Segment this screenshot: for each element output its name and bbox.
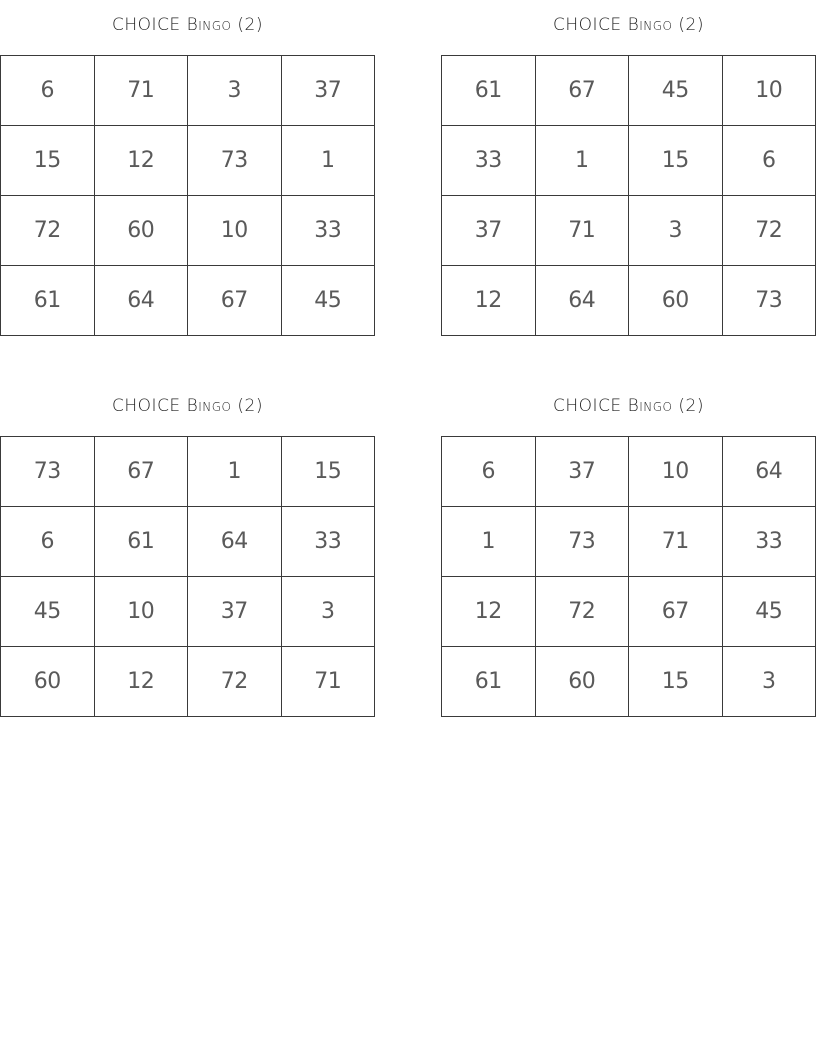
grid-row bbox=[442, 126, 816, 196]
grid-cell: 33 bbox=[281, 196, 375, 266]
grid-row bbox=[442, 647, 816, 717]
grid-cell: 67 bbox=[629, 577, 723, 647]
bingo-grid bbox=[441, 436, 816, 717]
grid-cell: 3 bbox=[722, 647, 816, 717]
bingo-card bbox=[0, 10, 375, 336]
grid-cell: 71 bbox=[94, 56, 188, 126]
grid-cell: 15 bbox=[1, 126, 95, 196]
grid-cell: 12 bbox=[94, 126, 188, 196]
grid-cell: 12 bbox=[94, 647, 188, 717]
grid-row bbox=[442, 437, 816, 507]
grid-cell: 33 bbox=[722, 507, 816, 577]
grid-cell: 73 bbox=[722, 266, 816, 336]
grid-cell: 6 bbox=[1, 56, 95, 126]
grid-cell: 60 bbox=[94, 196, 188, 266]
grid-cell: 61 bbox=[442, 56, 536, 126]
grid-cell: 64 bbox=[188, 507, 282, 577]
grid-cell: 45 bbox=[629, 56, 723, 126]
card-title: CHOICE Bingo (2) bbox=[112, 15, 263, 35]
grid-row bbox=[442, 266, 816, 336]
grid-cell: 61 bbox=[94, 507, 188, 577]
grid-row bbox=[1, 577, 375, 647]
grid-cell: 3 bbox=[281, 577, 375, 647]
grid-cell: 61 bbox=[1, 266, 95, 336]
grid-cell: 10 bbox=[94, 577, 188, 647]
bingo-grid bbox=[441, 55, 816, 336]
grid-row bbox=[1, 56, 375, 126]
grid-cell: 12 bbox=[442, 577, 536, 647]
grid-cell: 3 bbox=[188, 56, 282, 126]
grid-cell: 1 bbox=[281, 126, 375, 196]
card-title: CHOICE Bingo (2) bbox=[553, 15, 704, 35]
grid-cell: 60 bbox=[1, 647, 95, 717]
grid-row bbox=[442, 56, 816, 126]
bingo-card bbox=[0, 391, 375, 717]
grid-cell: 60 bbox=[535, 647, 629, 717]
grid-cell: 72 bbox=[535, 577, 629, 647]
grid-cell: 72 bbox=[722, 196, 816, 266]
grid-cell: 71 bbox=[629, 507, 723, 577]
grid-cell: 33 bbox=[442, 126, 536, 196]
grid-cell: 10 bbox=[188, 196, 282, 266]
card-title: CHOICE Bingo (2) bbox=[112, 396, 263, 416]
grid-cell: 33 bbox=[281, 507, 375, 577]
grid-cell: 67 bbox=[188, 266, 282, 336]
bingo-card bbox=[441, 10, 816, 336]
grid-cell: 64 bbox=[94, 266, 188, 336]
bingo-grid bbox=[0, 55, 375, 336]
grid-cell: 64 bbox=[722, 437, 816, 507]
grid-cell: 60 bbox=[629, 266, 723, 336]
grid-cell: 72 bbox=[188, 647, 282, 717]
grid-cell: 72 bbox=[1, 196, 95, 266]
grid-cell: 6 bbox=[722, 126, 816, 196]
grid-cell: 73 bbox=[1, 437, 95, 507]
grid-row bbox=[1, 266, 375, 336]
grid-cell: 10 bbox=[629, 437, 723, 507]
grid-row bbox=[442, 507, 816, 577]
grid-cell: 61 bbox=[442, 647, 536, 717]
grid-cell: 71 bbox=[281, 647, 375, 717]
grid-cell: 45 bbox=[722, 577, 816, 647]
grid-cell: 67 bbox=[94, 437, 188, 507]
grid-cell: 3 bbox=[629, 196, 723, 266]
grid-row bbox=[1, 126, 375, 196]
grid-row bbox=[442, 577, 816, 647]
grid-cell: 10 bbox=[722, 56, 816, 126]
grid-cell: 64 bbox=[535, 266, 629, 336]
grid-cell: 67 bbox=[535, 56, 629, 126]
grid-row bbox=[1, 647, 375, 717]
bingo-card bbox=[441, 391, 816, 717]
grid-cell: 15 bbox=[629, 126, 723, 196]
grid-cell: 1 bbox=[535, 126, 629, 196]
bingo-grid bbox=[0, 436, 375, 717]
grid-row bbox=[1, 437, 375, 507]
grid-cell: 45 bbox=[281, 266, 375, 336]
grid-row bbox=[1, 507, 375, 577]
grid-cell: 73 bbox=[535, 507, 629, 577]
grid-row bbox=[1, 196, 375, 266]
card-title: CHOICE Bingo (2) bbox=[553, 396, 704, 416]
grid-row bbox=[442, 196, 816, 266]
grid-cell: 12 bbox=[442, 266, 536, 336]
grid-cell: 15 bbox=[281, 437, 375, 507]
grid-cell: 37 bbox=[442, 196, 536, 266]
grid-cell: 45 bbox=[1, 577, 95, 647]
grid-cell: 6 bbox=[442, 437, 536, 507]
grid-cell: 37 bbox=[188, 577, 282, 647]
grid-cell: 37 bbox=[281, 56, 375, 126]
grid-cell: 71 bbox=[535, 196, 629, 266]
grid-cell: 73 bbox=[188, 126, 282, 196]
grid-cell: 6 bbox=[1, 507, 95, 577]
grid-cell: 1 bbox=[442, 507, 536, 577]
grid-cell: 1 bbox=[188, 437, 282, 507]
grid-cell: 37 bbox=[535, 437, 629, 507]
grid-cell: 15 bbox=[629, 647, 723, 717]
